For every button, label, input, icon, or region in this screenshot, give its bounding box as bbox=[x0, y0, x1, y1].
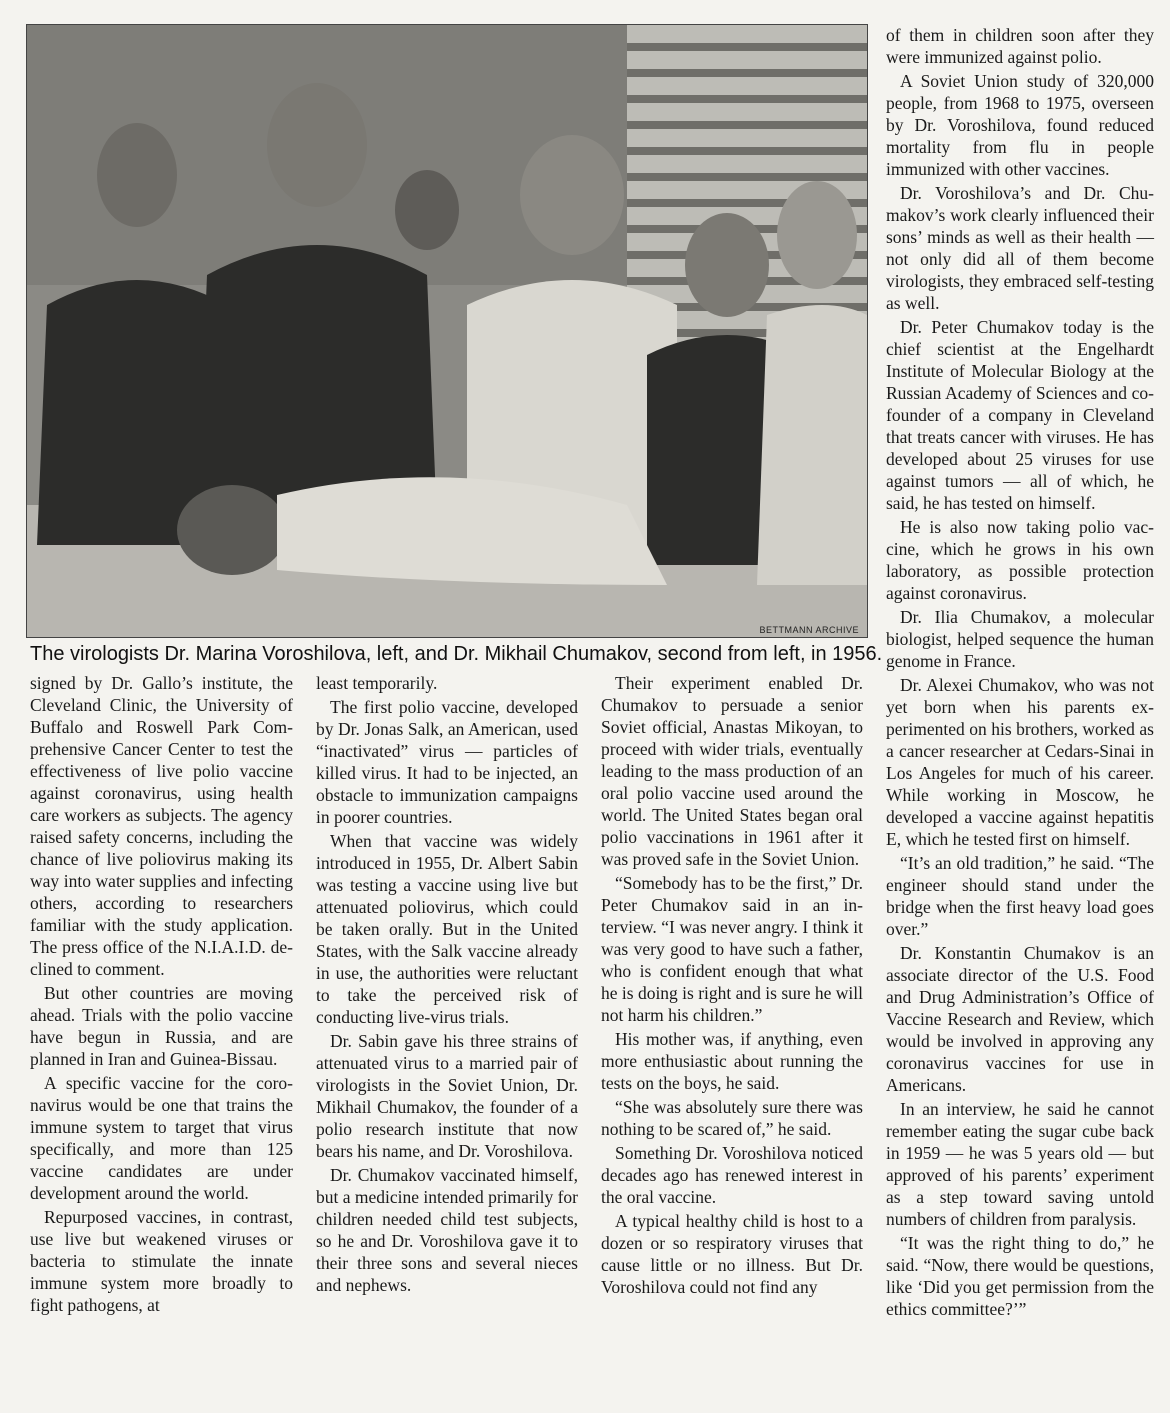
paragraph: In an interview, he said he cannot remember eating the sugar cube back in 1959 — he was 5 years old — but approved of his parents’ experiment as a step toward saving untold numbers of children from paralysis. bbox=[886, 1099, 1154, 1229]
paragraph: The first polio vaccine, developed by Dr. Jonas Salk, an American, used “inactivated” virus — particles of killed virus. It had to be injected, an obstacle to immunization campaigns in poorer countries. bbox=[316, 697, 578, 827]
paragraph: least temporarily. bbox=[316, 673, 438, 693]
paragraph: Dr. Alexei Chumakov, who was not yet born when his parents experimented on his brothers, worked as a cancer researcher at Cedars-Sinai in Los Angeles for much of his career. While working in Moscow, he developed a vaccine against hepatitis E, which he tested first on himself. bbox=[886, 675, 1154, 849]
photo-credit: BETTMANN ARCHIVE bbox=[759, 625, 859, 635]
paragraph: But other countries are moving ahead. Trials with the polio vaccine have begun in Russia, and are planned in Iran and Guinea-Bissau. bbox=[30, 983, 293, 1069]
paragraph: Their experiment enabled Dr. Chumakov to persuade a senior Soviet official, Anastas Mikoyan, to proceed with wider trials, eventually leading to the mass production of an oral polio vaccine used around the world. The United States began oral polio vaccinations in 1961 after it was proved safe in the Soviet Union. bbox=[601, 673, 863, 869]
paragraph: “It was the right thing to do,” he said. “Now, there would be questions, like ‘Did you get permission from the ethics committee?’” bbox=[886, 1233, 1154, 1319]
paragraph: A Soviet Union study of 320,000 people, from 1968 to 1975, overseen by Dr. Voroshilova, found reduced mortality from flu in people immunized with other vaccines. bbox=[886, 71, 1154, 179]
paragraph: “Somebody has to be the first,” Dr. Peter Chumakov said in an interview. “I was never angry. I think it was very good to have such a father, who is confident enough that what he is doing is right and is sure he will not harm his children.” bbox=[601, 873, 863, 1025]
article-column-2 bbox=[316, 672, 578, 1298]
news-photo bbox=[26, 24, 868, 638]
paragraph: Repurposed vaccines, in contrast, use live but weakened viruses or bacteria to stimulate the innate immune system more broadly to fight pathogens, at bbox=[30, 1207, 293, 1315]
article-column-1 bbox=[30, 672, 293, 1318]
paragraph: When that vaccine was widely introduced in 1955, Dr. Albert Sabin was testing a vaccine using live but attenuated poliovirus, which could be taken orally. But in the United States, with the Salk vaccine already in use, the authorities were reluctant to take the perceived risk of conducting live-virus trials. bbox=[316, 831, 578, 1027]
photo-illustration bbox=[27, 25, 867, 637]
paragraph: “It’s an old tradition,” he said. “The engineer should stand under the bridge when the first heavy load goes over.” bbox=[886, 853, 1154, 939]
paragraph: “She was absolutely sure there was nothing to be scared of,” he said. bbox=[601, 1097, 863, 1139]
paragraph: Dr. Sabin gave his three strains of attenuated virus to a married pair of virologists in the Soviet Union, Dr. Mikhail Chumakov, the founder of a polio research institute that now bears his name, and Dr. Voroshilova. bbox=[316, 1031, 578, 1161]
article-column-4 bbox=[886, 24, 1154, 1322]
paragraph: Something Dr. Voroshilova noticed decades ago has renewed interest in the oral vaccine. bbox=[601, 1143, 863, 1207]
paragraph: Dr. Voroshilova’s and Dr. Chumakov’s work clearly influenced their sons’ minds as well as their health — not only did all of them become virologists, they embraced self-testing as well. bbox=[886, 183, 1154, 313]
paragraph: signed by Dr. Gallo’s institute, the Cleveland Clinic, the University of Buffalo and Roswell Park Comprehensive Cancer Center to test the effectiveness of live polio vaccine against coronavirus, using health care workers as subjects. The agency raised safety concerns, including the chance of live poliovirus making its way into water supplies and infecting others, according to researchers familiar with the study application. The press office of the N.I.A.I.D. declined to comment. bbox=[30, 673, 293, 979]
paragraph: of them in children soon after they were immunized against polio. bbox=[886, 25, 1154, 67]
paragraph: He is also now taking polio vaccine, which he grows in his own laboratory, as possible protection against coronavirus. bbox=[886, 517, 1154, 603]
paragraph: Dr. Chumakov vaccinated himself, but a medicine intended primarily for children needed child test subjects, so he and Dr. Voroshilova gave it to their three sons and several nieces and nephews. bbox=[316, 1165, 578, 1295]
paragraph: A typical healthy child is host to a dozen or so respiratory viruses that cause little or no illness. But Dr. Voroshilova could not find any bbox=[601, 1211, 863, 1297]
paragraph: His mother was, if anything, even more enthusiastic about running the tests on the boys, he said. bbox=[601, 1029, 863, 1093]
article-column-3 bbox=[601, 672, 863, 1300]
paragraph: Dr. Peter Chumakov today is the chief scientist at the Engelhardt Institute of Molecular Biology at the Russian Academy of Sciences and co-founder of a company in Cleveland that treats cancer with viruses. He has developed about 25 viruses for use against tumors — all of which, he said, he has tested on himself. bbox=[886, 317, 1154, 513]
photo-caption: The virologists Dr. Marina Voroshilova, left, and Dr. Mikhail Chumakov, second from left, in 1956. bbox=[30, 643, 883, 665]
paragraph: Dr. Ilia Chumakov, a molecular biologist, helped sequence the human genome in France. bbox=[886, 607, 1154, 671]
paragraph: Dr. Konstantin Chumakov is an associate director of the U.S. Food and Drug Administration’s Office of Vaccine Research and Review, which would be involved in approving any coronavirus vaccines for use in Americans. bbox=[886, 943, 1154, 1095]
paragraph: A specific vaccine for the coronavirus would be one that trains the immune system to target that virus specifically, and more than 125 vaccine candidates are under development around the world. bbox=[30, 1073, 293, 1203]
